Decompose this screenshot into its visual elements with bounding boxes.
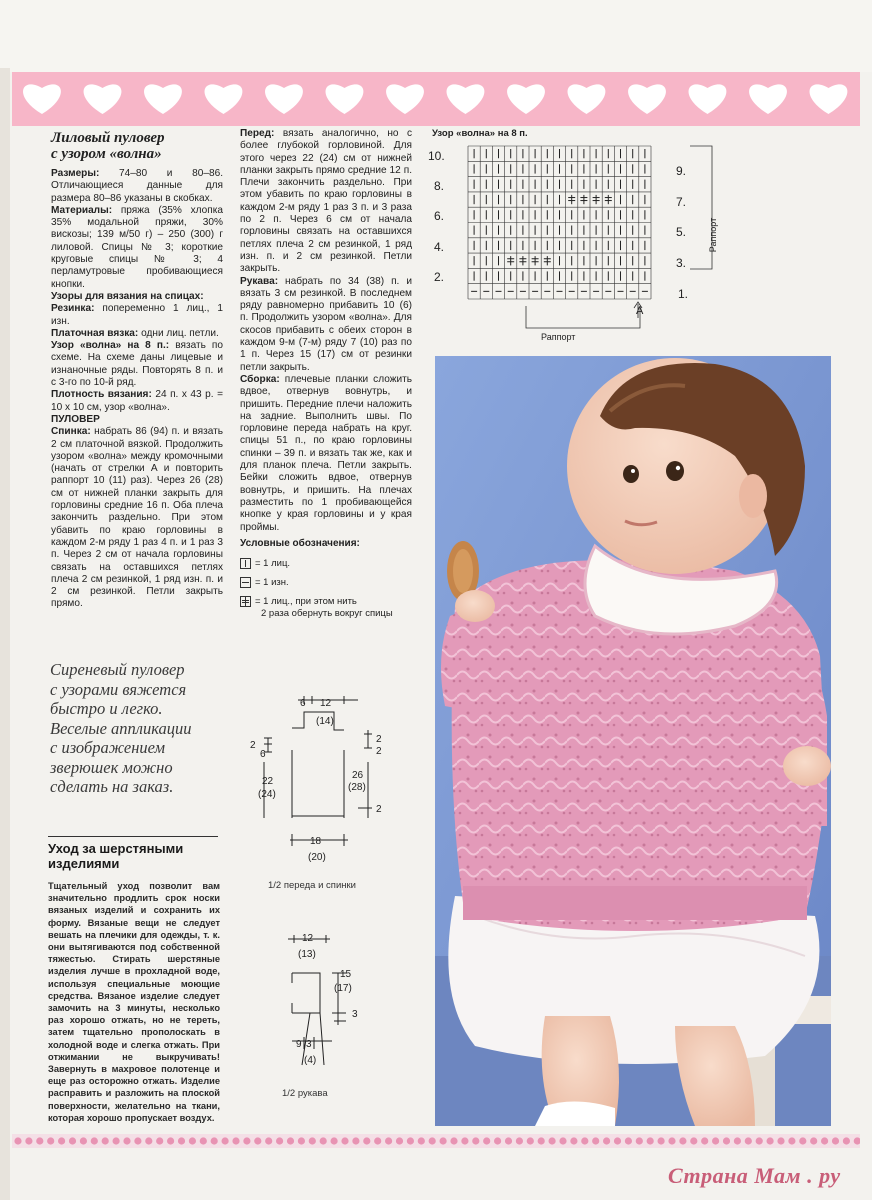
- col2-label: Рукава:: [240, 275, 279, 287]
- care-heading: Уход за шерстяными изделиями: [48, 836, 218, 871]
- chart-title: Узор «волна» на 8 п.: [432, 128, 528, 139]
- border-dot: [647, 1137, 654, 1144]
- dim-bottom-a: 18: [310, 836, 322, 847]
- border-dot: [603, 1137, 610, 1144]
- legend-purl: = 1 изн.: [240, 577, 410, 589]
- care-text: Тщательный уход позволит вам значительно продлить срок носки вязаных изделий и сохранить их форму. Вязаные вещи не следует вешать на плечики для одежды, т. к. они вытягиваются под собственной тяжестью. Стирать шерстяные изделия лучше в прохладной воде, используя специальные моющие средства. Вязаное изделие следует замочить на 3 минуты, несколько раз хорошо отжать, но не тереть, затем тщательно прополоскать в холодной воде и слегка отжать. При отжимании не выкручивать! Завернуть в махровое полотенце и еще раз осторожно отжать. Изделие расправить и разложить на плоской поверхности, желательно на ткани, которая хорошо пропускает воздух.: [48, 881, 220, 1123]
- border-dot: [777, 1137, 784, 1144]
- legend-yarn-over: = 1 лиц., при этом нить 2 раза обернуть вокруг спицы: [240, 596, 410, 620]
- border-dot: [58, 1137, 65, 1144]
- dim-left-a: 22: [262, 776, 274, 787]
- row-label-1: 1.: [678, 287, 689, 301]
- col1-paragraph: [51, 168, 223, 205]
- border-dot: [472, 1137, 479, 1144]
- knit-symbol-icon: [240, 558, 251, 569]
- border-dot: [701, 1137, 708, 1144]
- dim-top-c: (14): [316, 716, 334, 727]
- col1-label: Резинка:: [51, 303, 95, 315]
- border-dot: [134, 1137, 141, 1144]
- border-dot: [799, 1137, 806, 1144]
- border-dot: [450, 1137, 457, 1144]
- article-column-2-body: [240, 128, 412, 534]
- border-dot: [145, 1137, 152, 1144]
- sleeve-dim-bottom-c: (4): [304, 1055, 317, 1066]
- border-dot: [167, 1137, 174, 1144]
- col1-text: попеременно 1 лиц., 1 изн.: [51, 303, 223, 327]
- italic-note-line: с изображением: [50, 738, 166, 757]
- dim-left-small: 6: [260, 749, 266, 760]
- col2-text: набрать по 34 (38) п. и вязать 3 см резинкой. В последнем ряду равномерно прибавить 10 (6) п. Продолжить узором «волна». Для скосов прибавить с обеих сторон в каждом 9-м (7-м) ряду 7 (10) раз по 1 п. Через 15 (17) см от резинки петли закрыть.: [240, 275, 412, 373]
- border-dot: [516, 1137, 523, 1144]
- border-dot: [734, 1137, 741, 1144]
- border-dot: [222, 1137, 229, 1144]
- border-dot: [494, 1137, 501, 1144]
- border-dot: [254, 1137, 261, 1144]
- row-label-5: 5.: [676, 225, 687, 239]
- row-label-7: 7.: [676, 195, 687, 209]
- border-dot: [407, 1137, 414, 1144]
- border-dot: [320, 1137, 327, 1144]
- title-line-1: Лиловый пуловер: [51, 130, 165, 146]
- title-line-2: с узором «волна»: [51, 146, 162, 162]
- col1-paragraph: [51, 414, 223, 426]
- border-dot: [767, 1137, 774, 1144]
- border-dot: [418, 1137, 425, 1144]
- border-dot: [156, 1137, 163, 1144]
- heart-border-band: [12, 72, 860, 126]
- sleeve-schematic-caption: 1/2 рукава: [282, 1088, 328, 1099]
- border-dot: [440, 1137, 447, 1144]
- border-dot: [363, 1137, 370, 1144]
- article-column-2: [240, 128, 412, 534]
- border-dot: [211, 1137, 218, 1144]
- col1-text: набрать 86 (94) п. и вязать 2 см платочной вязкой. Продолжить узором «волна» между кромочными (начать от стрелки А и повторить раппорт 10 (11) раз). Через 26 (28) см от нижней планки закрыть для горловины средние 16 п. Оба плеча закончить раздельно. При этом убавить по краю горловины в каждом 2-м ряду 1 раз 4 п. и 1 раз 3 п. Через 2 см от начала горловины связать на оставшихся петлях плеча 2 см резинкой, 1 ряд изн. п. и 2 см резинкой. Петли закрыть прямо.: [51, 426, 223, 610]
- border-dot: [745, 1137, 752, 1144]
- dot-border: [12, 1134, 860, 1148]
- col2-paragraph: [240, 374, 412, 534]
- col1-label: Узор «волна» на 8 п.:: [51, 340, 170, 352]
- border-dot: [636, 1137, 643, 1144]
- sleeve-dim-right-b: (17): [334, 983, 352, 994]
- border-dot: [265, 1137, 272, 1144]
- border-dot: [538, 1137, 545, 1144]
- row-label-3: 3.: [676, 256, 687, 270]
- border-dot: [178, 1137, 185, 1144]
- col1-paragraph: [51, 291, 223, 303]
- sleeve-schematic: [270, 925, 380, 1085]
- italic-note-line: Сиреневый пуловер: [50, 660, 185, 679]
- border-dot: [429, 1137, 436, 1144]
- border-dot: [527, 1137, 534, 1144]
- scan-margin: [0, 0, 872, 72]
- symbol-legend: [240, 538, 410, 627]
- border-dot: [723, 1137, 730, 1144]
- dim-top-b: 12: [320, 698, 332, 709]
- italic-note-line: Веселые аппликации: [50, 718, 192, 738]
- border-dot: [625, 1137, 632, 1144]
- page-edge: [0, 68, 10, 1200]
- border-dot: [47, 1137, 54, 1144]
- border-dot: [821, 1137, 828, 1144]
- col1-text: 24 п. х 43 р. = 10 х 10 см, узор «волна».: [51, 389, 223, 413]
- dim-right-a: 26: [352, 770, 364, 781]
- col1-label: Платочная вязка:: [51, 327, 139, 339]
- col2-paragraph: [240, 128, 412, 276]
- border-dot: [123, 1137, 130, 1144]
- border-dot: [396, 1137, 403, 1144]
- article-column-1: [51, 130, 223, 611]
- border-dot: [189, 1137, 196, 1144]
- sleeve-dim-right-a: 15: [340, 969, 352, 980]
- border-dot: [25, 1137, 32, 1144]
- border-dot: [298, 1137, 305, 1144]
- border-dot: [309, 1137, 316, 1144]
- italic-note-line: зверюшек можно: [50, 757, 173, 777]
- border-dot: [690, 1137, 697, 1144]
- sleeve-dim-top-a: 12: [302, 933, 314, 944]
- sleeve-dim-bottom-a: 9: [296, 1039, 302, 1050]
- italic-note: [50, 660, 225, 797]
- col1-paragraph: [51, 303, 223, 328]
- watermark-text: Страна Мам . ру: [668, 1163, 841, 1188]
- italic-note-line: быстро и легко.: [50, 699, 163, 718]
- col1-label: Размеры:: [51, 168, 100, 179]
- border-dot: [243, 1137, 250, 1144]
- border-dot: [232, 1137, 239, 1144]
- dim-right-b: (28): [348, 782, 366, 793]
- sleeve-dim-right-small: 3: [352, 1009, 358, 1020]
- border-dot: [287, 1137, 294, 1144]
- dim-right-bottom: 2: [376, 804, 382, 815]
- rapport-bottom-label: Раппорт: [541, 332, 576, 342]
- row-label-2: 2.: [434, 270, 445, 284]
- col2-label: Перед:: [240, 128, 275, 139]
- border-dot: [374, 1137, 381, 1144]
- border-dot: [113, 1137, 120, 1144]
- border-dot: [483, 1137, 490, 1144]
- row-label-10: 10.: [428, 149, 445, 163]
- col1-paragraph: [51, 389, 223, 414]
- border-dot: [505, 1137, 512, 1144]
- double-wrap-symbol-icon: [240, 596, 251, 607]
- border-dot: [385, 1137, 392, 1144]
- col1-text: одни лиц. петли.: [138, 327, 219, 339]
- row-label-8: 8.: [434, 179, 445, 193]
- dim-right-top-2: 2: [376, 746, 382, 757]
- col1-paragraph: [51, 328, 223, 340]
- col2-text: плечевые планки сложить вдвое, отвернув вовнутрь, и пришить. Передние плечи наложить на задние. Выполнить швы. По горловине переда набрать на круг. спицы 51 п., по краю горловины спинки – 39 п. и вязать так же, как и для планок плеча. Петли закрыть. Бейки сложить вдвое, отвернув вовнутрь, и пришить. На плечах разместить по 1 пробивающейся кнопке у края горловины и у края проймы.: [240, 373, 412, 533]
- col1-label: Материалы:: [51, 204, 113, 216]
- border-dot: [461, 1137, 468, 1144]
- row-label-4: 4.: [434, 240, 445, 254]
- knitting-chart: [420, 140, 740, 350]
- border-dot: [559, 1137, 566, 1144]
- border-dot: [592, 1137, 599, 1144]
- legend-heading: Условные обозначения:: [240, 538, 360, 549]
- col2-paragraph: [240, 276, 412, 374]
- border-dot: [91, 1137, 98, 1144]
- border-dot: [712, 1137, 719, 1144]
- border-dot: [14, 1137, 21, 1144]
- border-dot: [832, 1137, 839, 1144]
- border-dot: [102, 1137, 109, 1144]
- border-dot: [570, 1137, 577, 1144]
- border-dot: [581, 1137, 588, 1144]
- border-dot: [810, 1137, 817, 1144]
- col1-paragraph: [51, 426, 223, 610]
- col1-paragraph: [51, 205, 223, 291]
- dim-left-top: 2: [250, 740, 256, 751]
- border-dot: [658, 1137, 665, 1144]
- dim-right-top-1: 2: [376, 734, 382, 745]
- border-dot: [80, 1137, 87, 1144]
- sleeve-dim-top-b: (13): [298, 949, 316, 960]
- border-dot: [788, 1137, 795, 1144]
- dim-left-b: (24): [258, 789, 276, 800]
- italic-note-line: сделать на заказ.: [50, 777, 174, 796]
- arrow-a-label: А: [636, 305, 644, 317]
- border-dot: [69, 1137, 76, 1144]
- border-dot: [679, 1137, 686, 1144]
- row-label-6: 6.: [434, 209, 445, 223]
- rapport-bottom-bracket: [526, 306, 640, 328]
- article-column-1-body: [51, 168, 223, 611]
- border-dot: [200, 1137, 207, 1144]
- border-dot: [549, 1137, 556, 1144]
- col1-paragraph: [51, 340, 223, 389]
- border-dot: [614, 1137, 621, 1144]
- border-dot: [276, 1137, 283, 1144]
- col1-label: Спинка:: [51, 426, 91, 438]
- col2-label: Сборка:: [240, 373, 280, 385]
- border-dot: [756, 1137, 763, 1144]
- purl-symbol-icon: [240, 577, 251, 588]
- col1-label: ПУЛОВЕР: [51, 413, 100, 425]
- col1-label: Узоры для вязания на спицах:: [51, 290, 204, 302]
- border-dot: [668, 1137, 675, 1144]
- rapport-side-label: Раппорт: [708, 217, 718, 253]
- article-title: [51, 130, 223, 162]
- border-dot: [341, 1137, 348, 1144]
- col1-text: пряжа (35% хлопка 35% модальной пряжи, 30% вискозы; 139 м/50 г) – 250 (300) г лиловой. Спицы № 3; короткие круговые спицы № 3; 4 перламутровые пробивающиеся кнопки.: [51, 204, 223, 290]
- col1-label: Плотность вязания:: [51, 389, 152, 401]
- border-dot: [352, 1137, 359, 1144]
- body-schematic: [240, 690, 390, 870]
- dim-top-a: 6: [300, 698, 306, 709]
- body-schematic-caption: 1/2 переда и спинки: [268, 880, 356, 891]
- border-dot: [331, 1137, 338, 1144]
- baby-photo: [435, 356, 831, 1126]
- border-dot: [843, 1137, 850, 1144]
- legend-knit: = 1 лиц.: [240, 558, 410, 570]
- row-label-9: 9.: [676, 164, 687, 178]
- col2-text: вязать аналогично, но с более глубокой горловиной. Для этого через 22 (24) см от нижней планки закрыть прямо средние 12 п. Плечи закончить раздельно. При этом убавить по краю горловины в каждом 2-м ряду 1 раз 3 п. и 3 раза по 2 п. Через 6 см от начала горловины связать на оставшихся петлях плеча 2 см резинкой, 1 ряд изн. п. и 2 см резинкой. Петли закрыть.: [240, 128, 412, 275]
- italic-note-line: с узорами вяжется: [50, 679, 187, 699]
- col1-text: 74–80 и 80–86. Отличающиеся данные для размера 80–86 указаны в скобках.: [51, 168, 223, 204]
- col1-text: вязать по схеме. На схеме даны лицевые и изнаночные ряды. Повторять 8 п. и с 3-го по 10-й ряд.: [51, 340, 224, 389]
- border-dot: [36, 1137, 43, 1144]
- dim-bottom-b: (20): [308, 852, 326, 863]
- sleeve-dim-bottom-b: 3: [306, 1039, 312, 1050]
